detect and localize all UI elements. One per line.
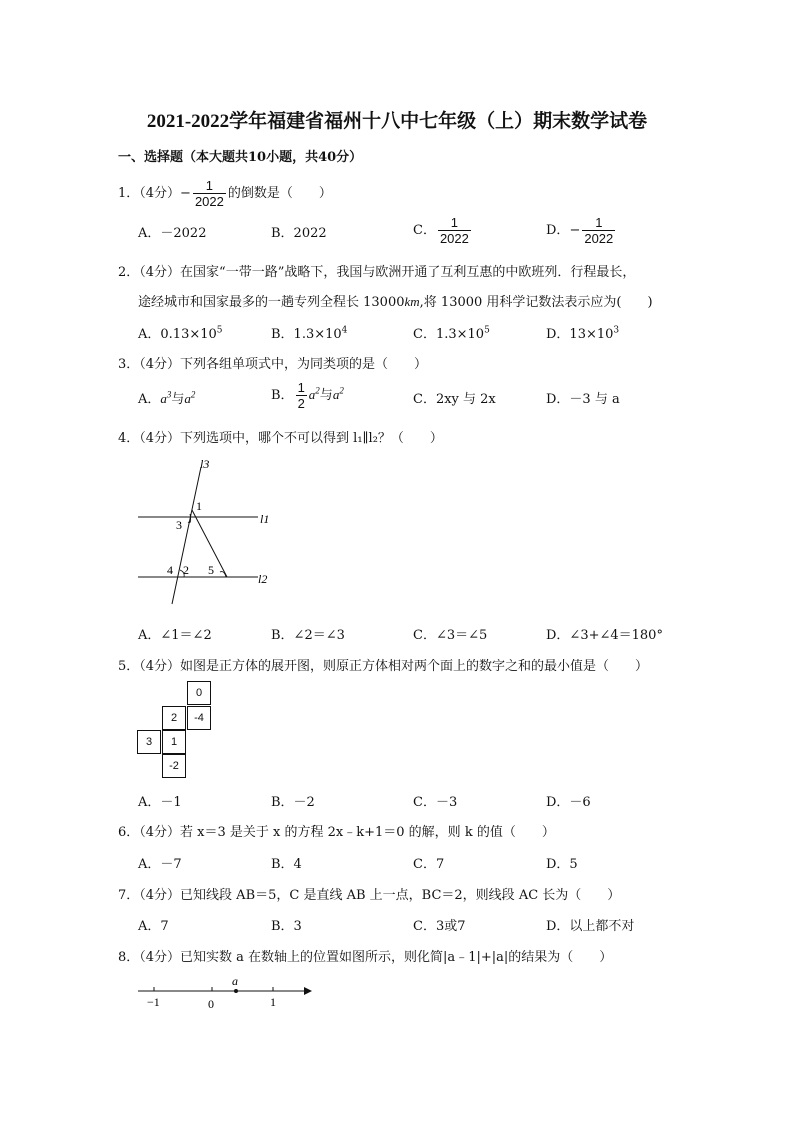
q3-b-frac: [296, 380, 307, 411]
q6-option-c[interactable]: C．7: [413, 857, 445, 872]
q2-line2: [138, 291, 653, 310]
net-cell-1: 1: [162, 730, 186, 754]
q4-option-d[interactable]: D．∠3+∠4＝180°: [546, 628, 663, 643]
q1-d-label: D．: [546, 223, 570, 238]
q3-option-c[interactable]: C．2xy 与 2x: [413, 392, 496, 407]
q1-c-fraction: [438, 215, 471, 246]
q2-option-b[interactable]: [271, 323, 347, 342]
q5-text: 5．（4分）如图是正方体的展开图，则原正方体相对两个面上的数字之和的最小值是（ ）: [118, 659, 649, 674]
q2-unit: km: [404, 294, 420, 309]
q3-b-term2: $a^2$: [332, 385, 344, 402]
q1-number: 1．（4分）: [118, 186, 181, 201]
q1-option-c[interactable]: [413, 215, 473, 246]
q1-c-den: 2022: [439, 231, 469, 246]
q3-a-term2: $a^2$: [184, 389, 196, 406]
q7-option-b[interactable]: B．3: [271, 919, 302, 934]
label-neg1: −1: [147, 995, 160, 1009]
q3-a-term1: $a^3$: [160, 389, 172, 406]
q1-d-neg: −: [569, 223, 581, 238]
q4-option-b[interactable]: B．∠2＝∠3: [271, 628, 345, 643]
q2-line1: 2．（4分）在国家“一带一路”战略下，我国与欧洲开通了互利互惠的中欧班列．行程最长，: [118, 265, 636, 280]
label-l2: l2: [258, 572, 268, 586]
net-cell-neg2: -2: [162, 754, 186, 778]
q2-option-a[interactable]: [138, 323, 223, 342]
q3-a-pre: A．: [138, 392, 161, 407]
q1-option-a[interactable]: A．－2022: [138, 226, 207, 241]
q4-text: 4．（4分）下列选项中，哪个不可以得到 l₁∥l₂？（ ）: [118, 431, 443, 446]
q5-option-b[interactable]: B．－2: [271, 795, 315, 810]
q3-b-mid: 与: [319, 388, 333, 403]
q2-a-text: A．0.13×10: [138, 327, 217, 342]
q1-d-fraction: [582, 215, 615, 246]
q2-a-exp: 5: [216, 325, 223, 336]
q1-option-b[interactable]: B．2022: [271, 226, 327, 241]
q2-option-c[interactable]: [413, 323, 490, 342]
q3-b-num: 1: [297, 380, 305, 395]
q3-option-d[interactable]: D．－3 与 a: [546, 392, 620, 407]
label-l3: l3: [200, 457, 210, 471]
q7-option-d[interactable]: D．以上都不对: [546, 919, 635, 934]
angle-label-3: 3: [176, 518, 182, 532]
net-cell-2: 2: [162, 706, 186, 730]
q1-c-num: 1: [438, 215, 471, 231]
q1-c-label: C．: [413, 223, 436, 238]
q2-option-d[interactable]: [546, 323, 619, 342]
net-cell-0: 0: [187, 681, 211, 705]
axis-arrow: [304, 987, 312, 995]
q6-option-a[interactable]: A．－7: [138, 857, 182, 872]
q3-a-mid: 与: [171, 392, 185, 407]
q1-tail: 的倒数是（ ）: [227, 186, 332, 201]
q3-b-pre: B．: [271, 388, 294, 403]
q8-number-line: [130, 970, 330, 1012]
label-1: 1: [270, 995, 276, 1009]
q2-d-text: D．13×10: [546, 327, 614, 342]
q1-frac-den: 2022: [194, 194, 224, 209]
net-cell-3: 3: [137, 730, 161, 754]
q1-d-den: 2022: [584, 231, 614, 246]
q1-neg: −: [180, 186, 191, 201]
label-0: 0: [208, 997, 214, 1011]
q4-option-c[interactable]: C．∠3＝∠5: [413, 628, 488, 643]
q1-frac-num: 1: [193, 178, 226, 194]
q7-option-c[interactable]: C．3或7: [413, 919, 466, 934]
net-cell-neg4: -4: [187, 706, 211, 730]
angle-label-4: 4: [167, 563, 173, 577]
q2-line2a: 途经城市和国家最多的一趟专列全程长 13000: [138, 295, 405, 310]
q5-option-a[interactable]: A．－1: [138, 795, 182, 810]
q2-c-exp: 5: [484, 325, 490, 336]
q6-text: 6．（4分）若 x＝3 是关于 x 的方程 2x﹣k+1＝0 的解，则 k 的值（ ）: [118, 825, 555, 840]
label-a: a: [232, 974, 238, 988]
q1-d-num: 1: [582, 215, 615, 231]
label-l1: l1: [260, 512, 270, 526]
q3-b-den: 2: [297, 396, 305, 411]
q2-b-text: B．1.3×10: [271, 327, 342, 342]
point-a: [234, 989, 238, 993]
q2-c-text: C．1.3×10: [413, 327, 485, 342]
angle-label-2: 2: [183, 563, 189, 577]
q3-b-term1: $a^2$: [308, 385, 320, 402]
angle-label-1: 1: [196, 499, 202, 513]
q3-option-a[interactable]: [138, 388, 195, 407]
q4-option-a[interactable]: A．∠1＝∠2: [138, 628, 212, 643]
q6-option-b[interactable]: B．4: [271, 857, 302, 872]
q2-line2b: ,将 13000 用科学记数法表示应为( ): [419, 295, 653, 310]
angle-label-5: 5: [208, 563, 214, 577]
q5-option-c[interactable]: C．－3: [413, 795, 458, 810]
q1-fraction: [193, 178, 226, 209]
q7-text: 7．（4分）已知线段 AB＝5，C 是直线 AB 上一点，BC＝2，则线段 AC 长为（ ）: [118, 888, 621, 903]
line-l3: [172, 467, 201, 604]
q2-d-exp: 3: [613, 325, 620, 336]
page-title: 2021-2022学年福建省福州十八中七年级（上）期末数学试卷: [146, 111, 648, 132]
q4-parallel-lines-figure: [130, 452, 290, 612]
q5-option-d[interactable]: D．－6: [546, 795, 591, 810]
q6-option-d[interactable]: D．5: [546, 857, 578, 872]
question-1: [118, 178, 332, 209]
q3-option-b[interactable]: [271, 380, 344, 411]
q3-text: 3．（4分）下列各组单项式中，为同类项的是（ ）: [118, 357, 428, 372]
q1-option-d[interactable]: [546, 215, 617, 246]
section-heading: 一、选择题（本大题共10小题，共40分）: [118, 150, 363, 165]
q7-option-a[interactable]: A．7: [138, 919, 169, 934]
q8-text: 8．（4分）已知实数 a 在数轴上的位置如图所示，则化简|a﹣1|+|a|的结果为（ ）: [118, 950, 613, 965]
q2-b-exp: 4: [341, 325, 348, 336]
